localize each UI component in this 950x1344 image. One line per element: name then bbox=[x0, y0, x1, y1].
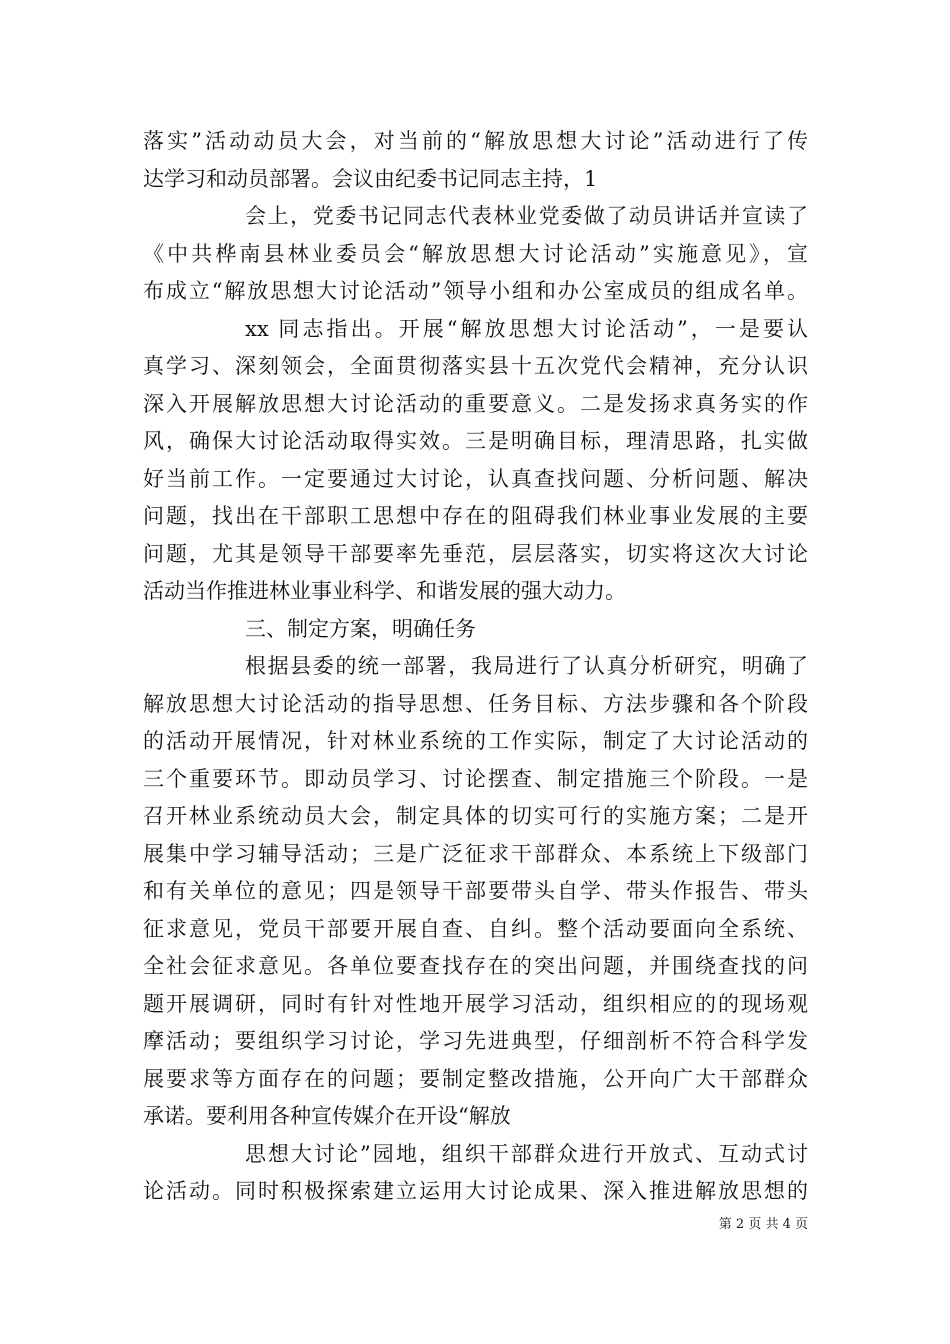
text-line: 思想大讨论”园地，组织干部群众进行开放式、互动式讨 bbox=[245, 1141, 808, 1166]
page-number: 第 2 页 共 4 页 bbox=[718, 1217, 808, 1232]
text-line: 达学习和动员部署。会议由纪委书记同志主持，1 bbox=[143, 166, 598, 191]
text-line: 布成立“解放思想大讨论活动”领导小组和办公室成员的组成名单。 bbox=[143, 279, 808, 303]
text-line: 真学习、深刻领会，全面贯彻落实县十五次党代会精神，充分认识 bbox=[143, 354, 808, 378]
text-line: 风，确保大讨论活动取得实效。三是明确目标，理清思路，扎实做 bbox=[143, 429, 808, 453]
text-line: 的活动开展情况，针对林业系统的工作实际，制定了大讨论活动的 bbox=[143, 729, 808, 753]
section-heading: 三、制定方案，明确任务 bbox=[245, 616, 476, 641]
text-line: 会上，党委书记同志代表林业党委做了动员讲话并宣读了 bbox=[245, 204, 808, 228]
text-line: 题开展调研，同时有针对性地开展学习活动，组织相应的的现场观 bbox=[143, 991, 808, 1016]
text-line: 征求意见，党员干部要开展自查、自纠。整个活动要面向全系统、 bbox=[143, 916, 808, 941]
text-line: 和有关单位的意见；四是领导干部要带头自学、带头作报告、带头 bbox=[143, 879, 808, 903]
text-line: 论活动。同时积极探索建立运用大讨论成果、深入推进解放思想的 bbox=[143, 1179, 808, 1203]
text-line: 好当前工作。一定要通过大讨论，认真查找问题、分析问题、解决 bbox=[143, 466, 808, 491]
document-body bbox=[143, 123, 808, 1211]
text-line: 展要求等方面存在的问题；要制定整改措施，公开向广大干部群众 bbox=[143, 1066, 808, 1091]
text-line: 《中共桦南县林业委员会“解放思想大讨论活动”实施意见》，宣 bbox=[143, 241, 808, 266]
text-line: 落实”活动动员大会，对当前的“解放思想大讨论”活动进行了传 bbox=[143, 129, 808, 153]
text-line: 深入开展解放思想大讨论活动的重要意义。二是发扬求真务实的作 bbox=[143, 391, 808, 416]
text-line: 召开林业系统动员大会，制定具体的切实可行的实施方案；二是开 bbox=[143, 804, 808, 828]
text-line: 根据县委的统一部署，我局进行了认真分析研究，明确了 bbox=[245, 654, 808, 678]
text-line: 全社会征求意见。各单位要查找存在的突出问题，并围绕查找的问 bbox=[143, 954, 808, 978]
text-line: 解放思想大讨论活动的指导思想、任务目标、方法步骤和各个阶段 bbox=[143, 691, 808, 716]
text-line: 三个重要环节。即动员学习、讨论摆查、制定措施三个阶段。一是 bbox=[143, 766, 808, 791]
text-line: 承诺。要利用各种宣传媒介在开设“解放 bbox=[143, 1104, 511, 1128]
text-line: 展集中学习辅导活动；三是广泛征求干部群众、本系统上下级部门 bbox=[143, 841, 808, 866]
text-line: 活动当作推进林业事业科学、和谐发展的强大动力。 bbox=[143, 579, 626, 603]
text-line: 问题，找出在干部职工思想中存在的阻碍我们林业事业发展的主要 bbox=[143, 504, 808, 528]
text-line: xx 同志指出。开展“解放思想大讨论活动”，一是要认 bbox=[245, 316, 808, 341]
text-line: 摩活动；要组织学习讨论，学习先进典型，仔细剖析不符合科学发 bbox=[143, 1029, 808, 1053]
text-line: 问题，尤其是领导干部要率先垂范，层层落实，切实将这次大讨论 bbox=[143, 541, 808, 566]
